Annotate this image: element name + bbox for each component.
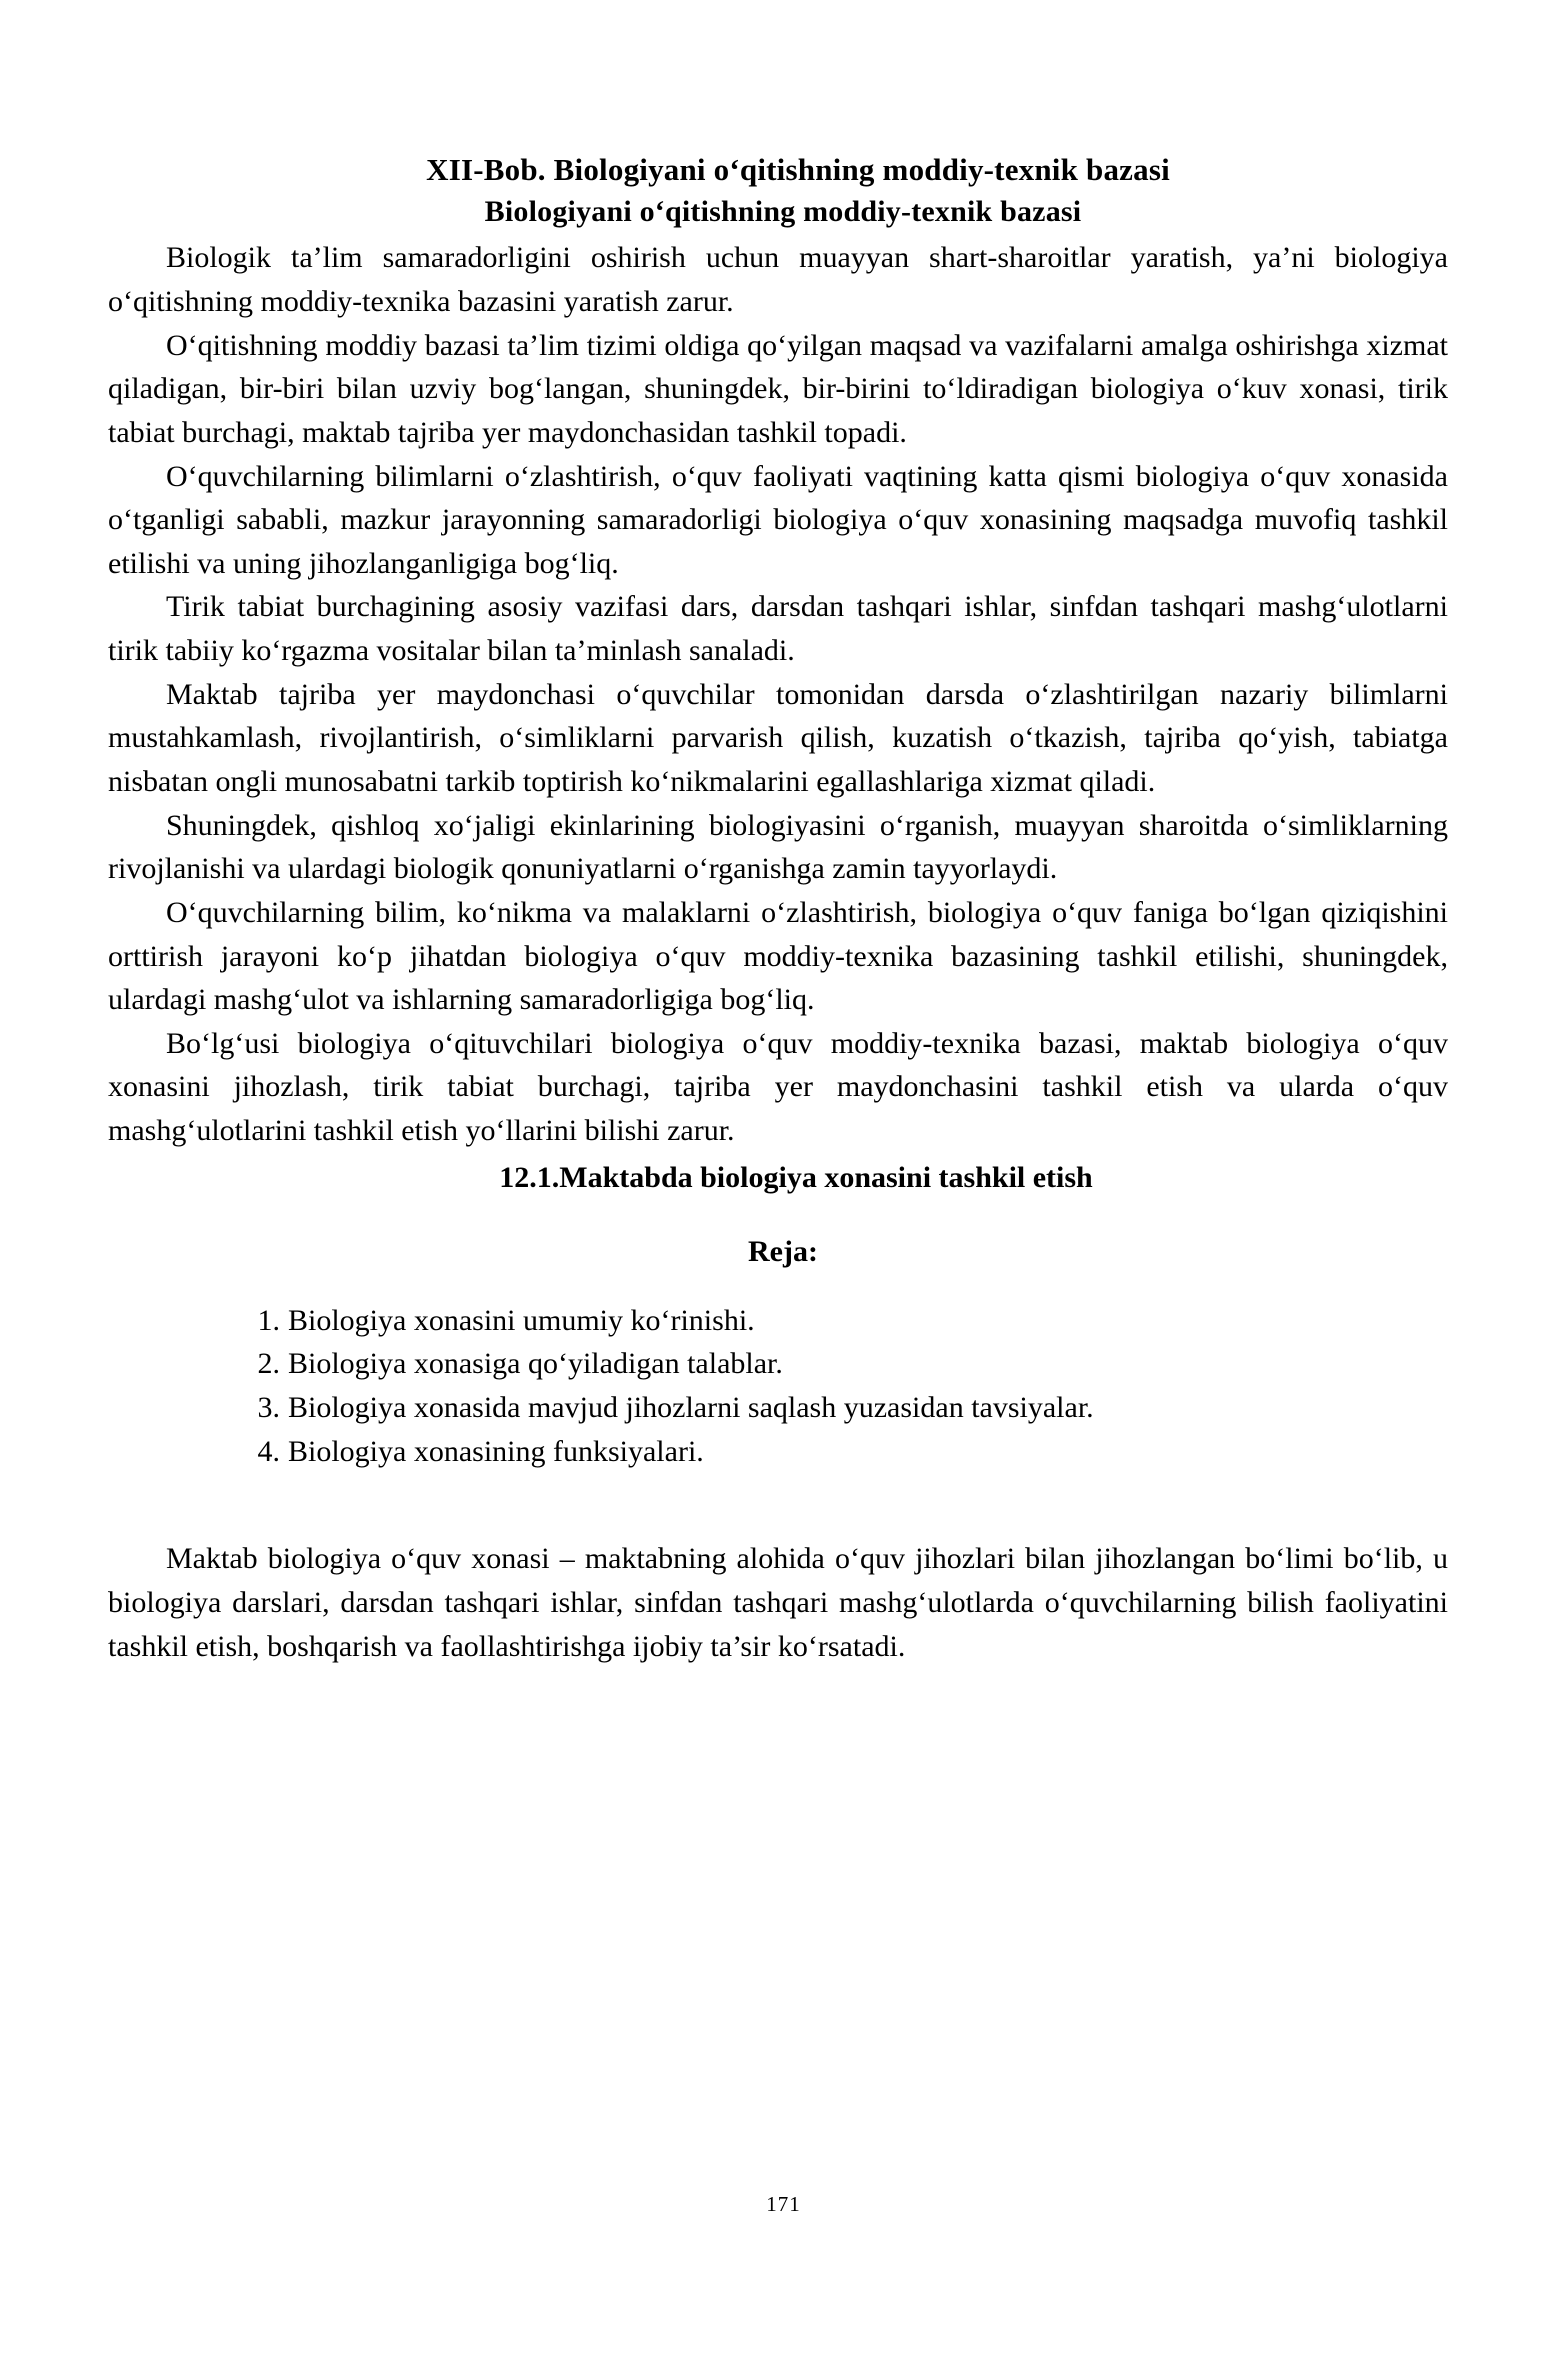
list-item-label: Biologiya xonasiga qo‘yiladigan talablar. (288, 1347, 783, 1381)
list-item-number: 3. (257, 1391, 280, 1425)
list-item (238, 1430, 1448, 1474)
chapter-heading: XII-Bob. Biologiyani o‘qitishning moddiy-texnik bazasi (426, 152, 1170, 187)
page-number: 171 (766, 2192, 801, 2216)
reja-heading: Reja: (748, 1234, 818, 1268)
section-heading-12-1: 12.1.Maktabda biologiya xonasini tashkil etish (499, 1160, 1093, 1194)
list-item-label: Biologiya xonasining funksiyalari. (288, 1434, 704, 1468)
body-paragraph-5: Maktab tajriba yer maydonchasi o‘quvchilar tomonidan darsda o‘zlashtirilgan nazariy bilimlarni mustahkamlash, rivojlantirish, o‘simliklarni parvarish qilish, kuzatish o‘tkazish, tajriba qo‘yish, tabiatga nisbatan ongli munosabatni tarkib toptirish ko‘nikmalarini egallashlariga xizmat qiladi. (108, 677, 1448, 798)
list-item (238, 1299, 1448, 1343)
page-content (108, 150, 1448, 1668)
list-item-number: 2. (257, 1347, 280, 1381)
closing-paragraph: Maktab biologiya o‘quv xonasi – maktabning alohida o‘quv jihozlari bilan jihozlangan bo‘limi bo‘lib, u biologiya darslari, darsdan tashqari ishlar, sinfdan tashqari mashg‘ulotlarda o‘quvchilarning bilish faoliyatini tashkil etish, boshqarish va faollashtirishga ijobiy ta’sir ko‘rsatadi. (108, 1542, 1448, 1663)
list-item-label: Biologiya xonasini umumiy ko‘rinishi. (288, 1303, 755, 1337)
chapter-subheading: Biologiyani o‘qitishning moddiy-texnik bazasi (484, 195, 1082, 229)
list-item-label: Biologiya xonasida mavjud jihozlarni saqlash yuzasidan tavsiyalar. (288, 1391, 1094, 1425)
body-paragraph-3: O‘quvchilarning bilimlarni o‘zlashtirish, o‘quv faoliyati vaqtining katta qismi biologiya o‘quv xonasida o‘tganligi sababli, mazkur jarayonning samaradorligi biologiya o‘quv xonasining maqsadga muvofiq tashkil etilishi va uning jihozlanganligiga bog‘liq. (108, 459, 1448, 580)
body-paragraph-1: Biologik ta’lim samaradorligini oshirish uchun muayyan shart-sharoitlar yaratish, ya’ni biologiya o‘qitishning moddiy-texnika bazasini yaratish zarur. (108, 241, 1448, 318)
body-paragraph-7: O‘quvchilarning bilim, ko‘nikma va malaklarni o‘zlashtirish, biologiya o‘quv faniga bo‘lgan qiziqishini orttirish jarayoni ko‘p jihatdan biologiya o‘quv moddiy-texnika bazasining tashkil etilishi, shuningdek, ulardagi mashg‘ulot va ishlarning samaradorligiga bog‘liq. (108, 895, 1448, 1017)
list-item (238, 1386, 1448, 1430)
list-item-number: 1. (257, 1303, 280, 1337)
list-item (238, 1342, 1448, 1386)
body-paragraph-8: Bo‘lg‘usi biologiya o‘qituvchilari biologiya o‘quv moddiy-texnika bazasi, maktab biologiya o‘quv xonasini jihozlash, tirik tabiat burchagi, tajriba yer maydonchasini tashkil etish va ularda o‘quv mashg‘ulotlarini tashkil etish yo‘llarini bilishi zarur. (108, 1026, 1448, 1148)
body-paragraph-4: Tirik tabiat burchagining asosiy vazifasi dars, darsdan tashqari ishlar, sinfdan tashqari mashg‘ulotlarni tirik tabiiy ko‘rgazma vositalar bilan ta’minlash sanaladi. (108, 590, 1448, 668)
reja-list (108, 1299, 1448, 1474)
list-item-number: 4. (257, 1434, 280, 1468)
body-paragraph-6: Shuningdek, qishloq xo‘jaligi ekinlarining biologiyasini o‘rganish, muayyan sharoitda o‘simliklarning rivojlanishi va ulardagi biologik qonuniyatlarni o‘rganishga zamin tayyorlaydi. (108, 808, 1448, 886)
body-paragraph-2: O‘qitishning moddiy bazasi ta’lim tizimi oldiga qo‘yilgan maqsad va vazifalarni amalga oshirishga xizmat qiladigan, bir-biri bilan uzviy bog‘langan, shuningdek, bir-birini to‘ldiradigan biologiya o‘kuv xonasi, tirik tabiat burchagi, maktab tajriba yer maydonchasidan tashkil topadi. (108, 328, 1448, 449)
